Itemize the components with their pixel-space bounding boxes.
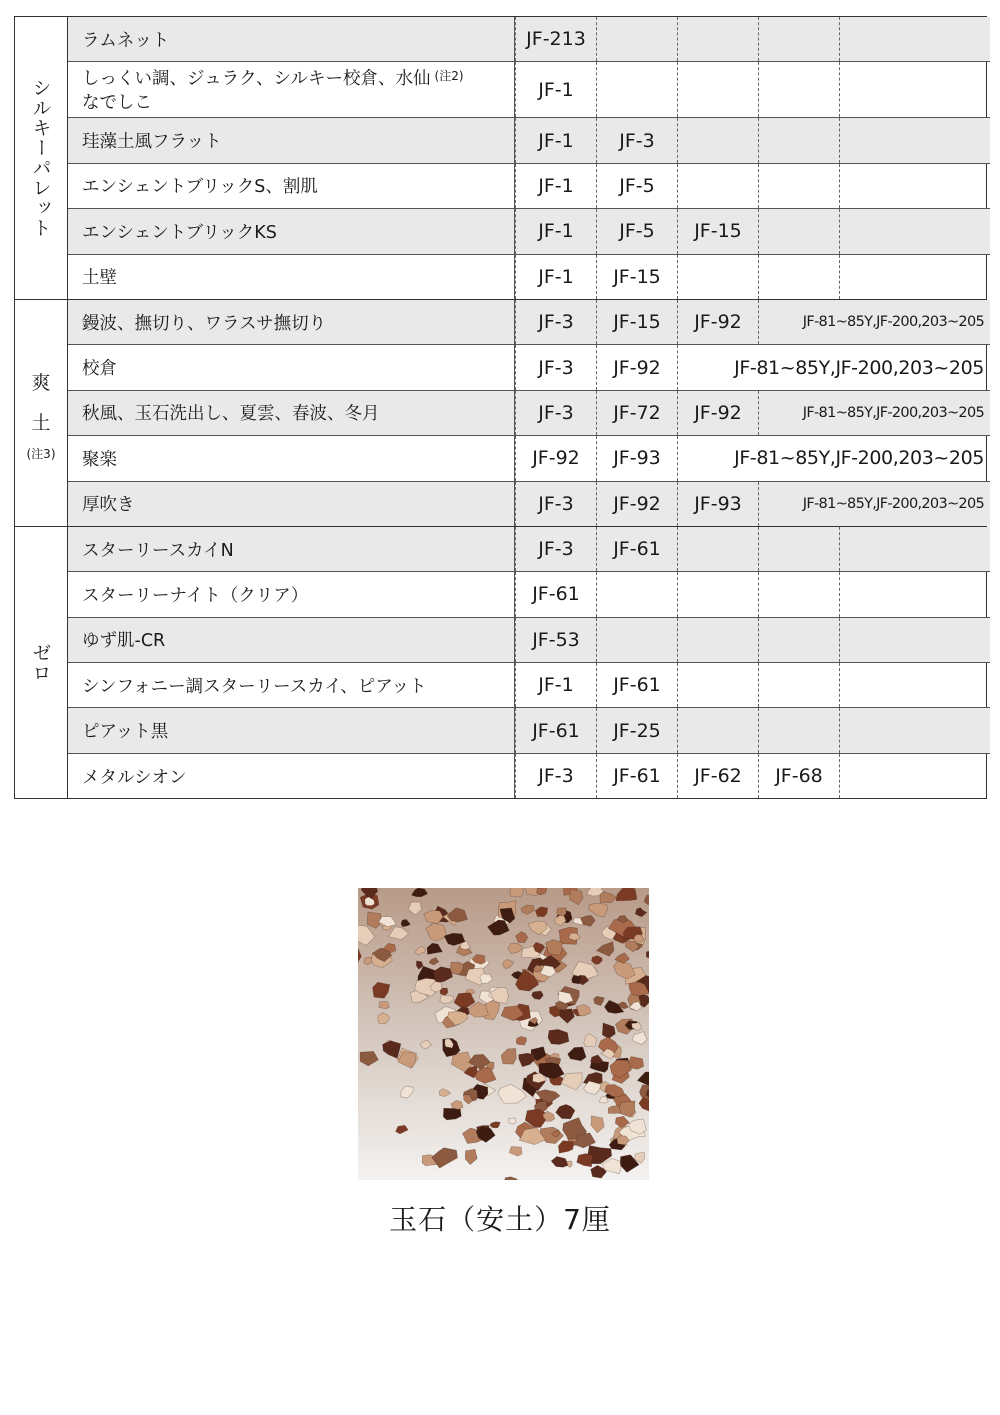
- code-span-cell: JF-81~85Y,JF-200,203~205: [677, 345, 990, 389]
- code-cell: [758, 17, 839, 61]
- table-row: [68, 117, 990, 162]
- product-name-line1: しっくい調、ジュラク、シルキー校倉、水仙 $^{(注2)}$: [82, 69, 464, 90]
- code-cell: JF-92: [677, 391, 758, 435]
- category-cell: [15, 17, 68, 299]
- code-span-cell: JF-81~85Y,JF-200,203~205: [758, 482, 990, 526]
- photo-caption: 玉石（安土）7厘: [389, 1203, 611, 1236]
- table-row: [68, 344, 990, 389]
- product-name: 校倉: [68, 345, 515, 389]
- code-cell: [596, 572, 677, 616]
- code-cell: [677, 527, 758, 571]
- group-soudo: [14, 299, 987, 526]
- compatibility-table: [14, 16, 987, 799]
- code-cell: JF-1: [515, 663, 596, 707]
- code-cell: [839, 209, 990, 253]
- table-row: [68, 527, 990, 571]
- code-cell: JF-61: [515, 572, 596, 616]
- code-cell: [839, 62, 990, 117]
- code-cell: [758, 62, 839, 117]
- table-row: [68, 390, 990, 435]
- group-silky-palette: [14, 17, 987, 299]
- note-ref: (注3): [26, 447, 56, 462]
- product-name-line2: なでしこ: [82, 93, 152, 114]
- product-name: メタルシオン: [68, 754, 515, 798]
- category-label: 爽 土 (注3): [26, 372, 56, 462]
- code-cell: JF-53: [515, 618, 596, 662]
- code-cell: [677, 708, 758, 752]
- code-cell: JF-1: [515, 209, 596, 253]
- code-cell: [839, 527, 990, 571]
- code-cell: [758, 663, 839, 707]
- code-cell: JF-92: [677, 300, 758, 344]
- table-row: [68, 571, 990, 616]
- code-span-cell: JF-81~85Y,JF-200,203~205: [758, 300, 990, 344]
- code-cell: [677, 164, 758, 208]
- code-cell: JF-61: [515, 708, 596, 752]
- product-name: ゆず肌-CR: [68, 618, 515, 662]
- code-cell: [758, 255, 839, 299]
- product-name: 珪藻土風フラット: [68, 118, 515, 162]
- code-span-cell: JF-81~85Y,JF-200,203~205: [758, 391, 990, 435]
- product-name: エンシェントブリックKS: [68, 209, 515, 253]
- note-ref: (注2): [434, 69, 464, 84]
- table-row: [68, 481, 990, 526]
- product-name: ラムネット: [68, 17, 515, 61]
- product-name: スターリースカイN: [68, 527, 515, 571]
- code-cell: JF-3: [596, 118, 677, 162]
- category-label: シルキーパレット: [29, 77, 52, 238]
- code-cell: JF-62: [677, 754, 758, 798]
- code-cell: JF-15: [596, 255, 677, 299]
- table-row: [68, 617, 990, 662]
- code-cell: JF-213: [515, 17, 596, 61]
- table-row: [68, 707, 990, 752]
- code-cell: JF-15: [596, 300, 677, 344]
- table-row: [68, 163, 990, 208]
- code-cell: JF-92: [596, 345, 677, 389]
- category-label: ゼロ: [29, 642, 52, 683]
- code-cell: [839, 255, 990, 299]
- category-cell: [15, 300, 68, 526]
- product-name: 秋風、玉石洗出し、夏雲、春波、冬月: [68, 391, 515, 435]
- code-cell: [839, 708, 990, 752]
- code-cell: [677, 663, 758, 707]
- code-cell: JF-1: [515, 255, 596, 299]
- group-zero: [14, 526, 987, 798]
- code-cell: JF-25: [596, 708, 677, 752]
- table-row: [68, 435, 990, 480]
- code-cell: JF-3: [515, 482, 596, 526]
- table-row: [68, 254, 990, 299]
- code-cell: [839, 663, 990, 707]
- table-row: [68, 17, 990, 61]
- product-name: スターリーナイト（クリア）: [68, 572, 515, 616]
- table-row: [68, 753, 990, 798]
- code-cell: JF-3: [515, 391, 596, 435]
- code-cell: JF-3: [515, 300, 596, 344]
- code-cell: JF-1: [515, 164, 596, 208]
- code-cell: [677, 118, 758, 162]
- code-cell: [758, 618, 839, 662]
- code-cell: [677, 62, 758, 117]
- code-cell: JF-3: [515, 527, 596, 571]
- code-cell: JF-61: [596, 527, 677, 571]
- code-cell: [596, 618, 677, 662]
- code-cell: JF-5: [596, 164, 677, 208]
- code-cell: JF-3: [515, 345, 596, 389]
- code-cell: [758, 164, 839, 208]
- code-cell: JF-93: [677, 482, 758, 526]
- code-cell: [677, 572, 758, 616]
- code-cell: [677, 255, 758, 299]
- product-name: 土壁: [68, 255, 515, 299]
- code-cell: [839, 618, 990, 662]
- code-cell: [839, 118, 990, 162]
- code-cell: [596, 17, 677, 61]
- code-cell: [839, 572, 990, 616]
- code-cell: JF-61: [596, 663, 677, 707]
- code-cell: JF-1: [515, 62, 596, 117]
- code-cell: [758, 527, 839, 571]
- code-cell: [758, 209, 839, 253]
- gravel-stone: [516, 1037, 526, 1046]
- code-cell: [839, 754, 990, 798]
- table-row: [68, 208, 990, 253]
- code-cell: JF-93: [596, 436, 677, 480]
- product-name: エンシェントブリックS、割肌: [68, 164, 515, 208]
- product-name: ピアット黒: [68, 708, 515, 752]
- code-cell: [758, 572, 839, 616]
- code-cell: JF-15: [677, 209, 758, 253]
- code-cell: JF-68: [758, 754, 839, 798]
- code-cell: JF-92: [515, 436, 596, 480]
- gravel-stone: [510, 888, 524, 897]
- table-row: [68, 662, 990, 707]
- gravel-photo: [358, 888, 649, 1180]
- product-name: 聚楽: [68, 436, 515, 480]
- code-cell: JF-72: [596, 391, 677, 435]
- product-name: シンフォニー調スターリースカイ、ピアット: [68, 663, 515, 707]
- product-name: [68, 62, 515, 117]
- code-cell: [758, 708, 839, 752]
- code-cell: [596, 62, 677, 117]
- product-name: 鏝波、撫切り、ワラスサ撫切り: [68, 300, 515, 344]
- table-row: [68, 61, 990, 117]
- code-cell: JF-61: [596, 754, 677, 798]
- gravel-stone: [379, 1002, 390, 1009]
- table-row: [68, 300, 990, 344]
- code-cell: JF-1: [515, 118, 596, 162]
- code-cell: [677, 618, 758, 662]
- code-cell: JF-92: [596, 482, 677, 526]
- code-cell: JF-5: [596, 209, 677, 253]
- code-cell: [677, 17, 758, 61]
- code-cell: [839, 164, 990, 208]
- gravel-stone: [572, 975, 582, 984]
- code-cell: JF-3: [515, 754, 596, 798]
- category-cell: [15, 527, 68, 798]
- gravel-stones-image: [358, 888, 649, 1180]
- code-span-cell: JF-81~85Y,JF-200,203~205: [677, 436, 990, 480]
- code-cell: [758, 118, 839, 162]
- code-cell: [839, 17, 990, 61]
- product-name: 厚吹き: [68, 482, 515, 526]
